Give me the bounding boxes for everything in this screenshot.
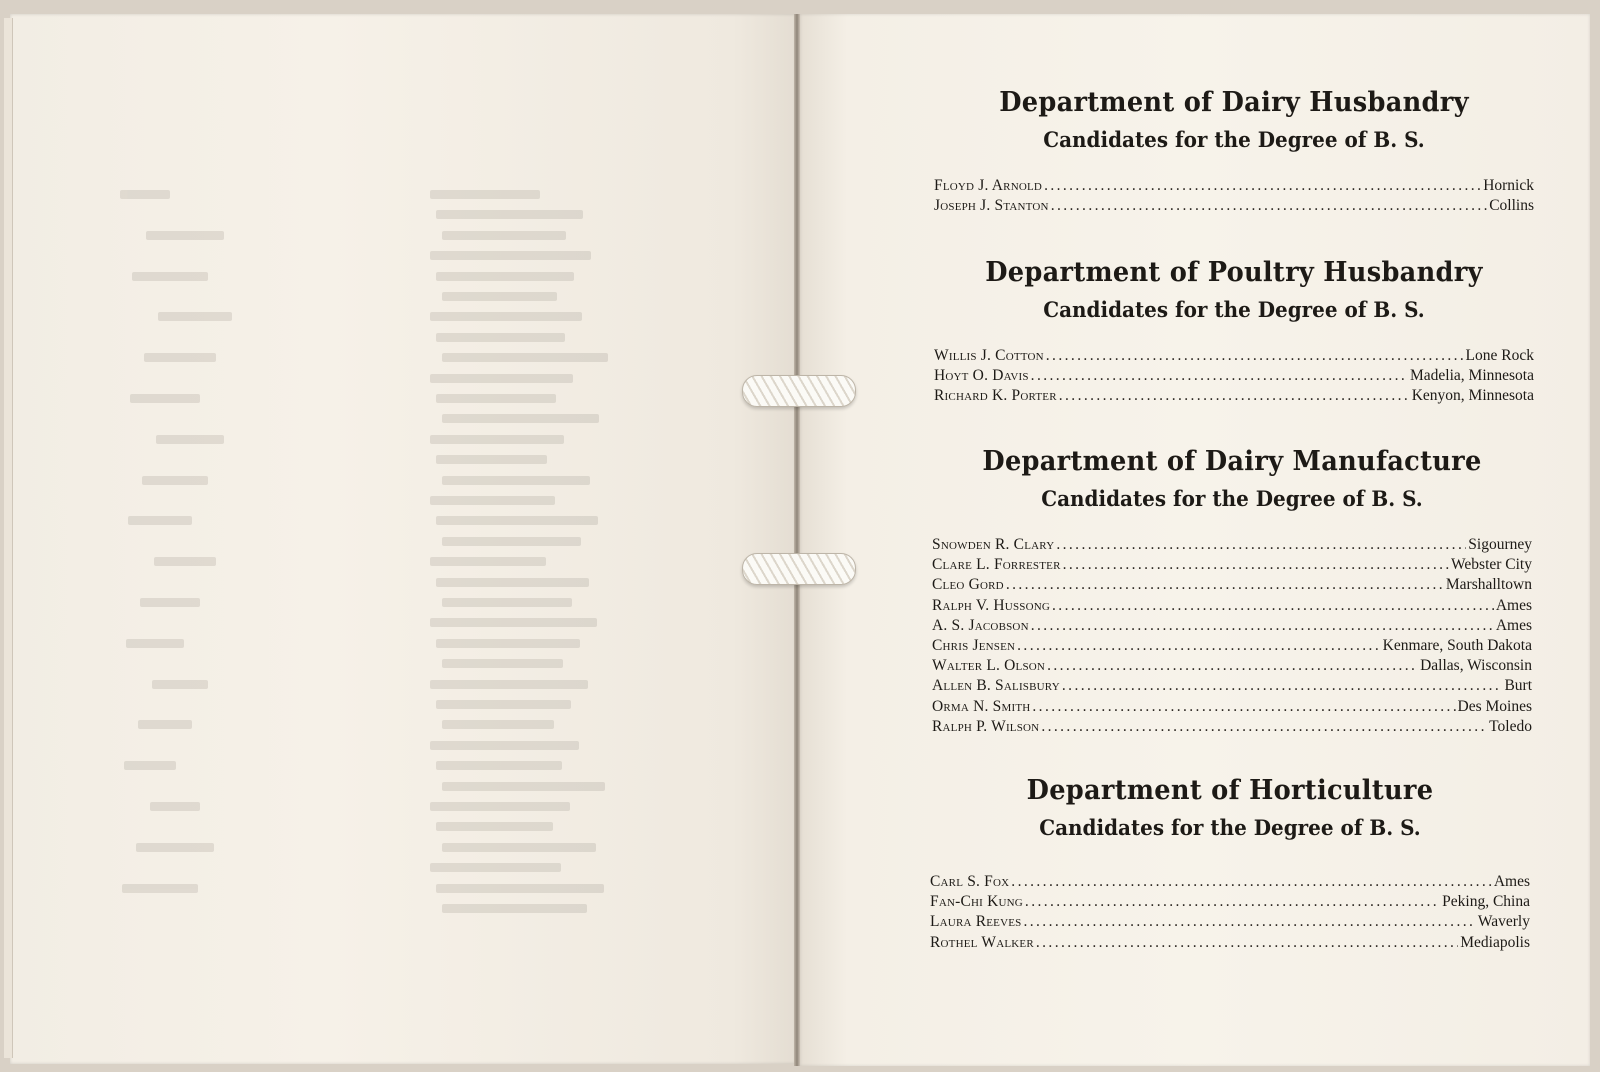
- candidate-row: [932, 616, 1532, 636]
- bleed-through-line: [430, 863, 561, 872]
- candidate-row: [932, 555, 1532, 575]
- candidate-row: [934, 196, 1534, 216]
- candidate-list: [934, 346, 1534, 407]
- dot-leader: [1031, 616, 1494, 636]
- bleed-through-line: [156, 435, 224, 444]
- candidate-row: [932, 676, 1532, 696]
- bleed-through-line: [126, 639, 184, 648]
- candidate-row: [932, 636, 1532, 656]
- dot-leader: [1062, 676, 1503, 696]
- dept-subtitle: Candidates for the Degree of B. S.: [1041, 486, 1423, 511]
- bleed-through-line: [436, 272, 574, 281]
- dot-leader: [1044, 176, 1481, 196]
- candidate-row: [930, 933, 1530, 953]
- candidate-row: [932, 535, 1532, 555]
- candidate-name: Cleo Gord: [932, 576, 1004, 594]
- candidate-name: Joseph J. Stanton: [934, 197, 1049, 215]
- candidate-hometown: Ames: [1495, 616, 1532, 634]
- bleed-through-line: [152, 680, 208, 689]
- bleed-through-line: [430, 435, 564, 444]
- dot-leader: [1059, 386, 1410, 406]
- dept-horticulture: [930, 774, 1530, 953]
- bleed-through-line: [120, 190, 170, 199]
- bleed-through-line: [442, 782, 605, 791]
- bleed-through-line: [150, 802, 200, 811]
- bleed-through-line: [442, 904, 587, 913]
- bleed-through-line: [436, 884, 604, 893]
- candidate-name: Walter L. Olson: [932, 657, 1046, 675]
- bleed-through-heading: [190, 92, 610, 114]
- bleed-through-line: [442, 292, 557, 301]
- bleed-through-line: [138, 720, 192, 729]
- candidate-hometown: Des Moines: [1457, 697, 1532, 715]
- dot-leader: [1052, 596, 1494, 616]
- bleed-through-line: [430, 190, 540, 199]
- candidate-row: [930, 892, 1530, 912]
- bleed-through-line: [430, 374, 573, 383]
- dept-title: Department of Dairy Husbandry: [999, 87, 1469, 118]
- bleed-through-line: [430, 802, 570, 811]
- candidate-row: [932, 575, 1532, 595]
- bleed-through-line: [132, 272, 208, 281]
- bleed-through-line: [122, 884, 198, 893]
- candidate-row: [934, 346, 1534, 366]
- bleed-through-line: [442, 414, 599, 423]
- bleed-through-line: [142, 476, 208, 485]
- candidate-name: Carl S. Fox: [930, 873, 1010, 890]
- dept-subtitle: Candidates for the Degree of B. S.: [1043, 127, 1425, 152]
- bleed-through-line: [136, 843, 214, 852]
- dept-subtitle: Candidates for the Degree of B. S.: [1043, 297, 1425, 322]
- bleed-through-text: [10, 14, 796, 1064]
- bleed-through-line: [130, 394, 200, 403]
- dot-leader: [1031, 366, 1408, 386]
- candidate-row: [932, 596, 1532, 616]
- bleed-through-line: [442, 720, 554, 729]
- candidate-hometown: Kenmare, South Dakota: [1382, 636, 1532, 654]
- bleed-through-line: [442, 659, 563, 668]
- dot-leader: [1036, 933, 1458, 953]
- candidate-list: [934, 176, 1534, 216]
- candidate-hometown: Marshalltown: [1445, 576, 1532, 594]
- bleed-through-subheading: [240, 130, 560, 148]
- dept-title: Department of Dairy Manufacture: [982, 446, 1482, 477]
- dot-leader: [1017, 636, 1380, 656]
- bleed-through-line: [436, 578, 589, 587]
- bleed-through-line: [442, 476, 590, 485]
- bleed-through-line: [436, 455, 547, 464]
- candidate-hometown: Webster City: [1451, 556, 1532, 574]
- candidate-row: [934, 176, 1534, 196]
- candidate-row: [930, 872, 1530, 892]
- dept-subtitle: Candidates for the Degree of B. S.: [1039, 815, 1421, 840]
- dot-leader: [1046, 346, 1464, 366]
- bleed-through-line: [436, 210, 583, 219]
- bleed-through-line: [442, 537, 581, 546]
- bleed-through-line: [442, 353, 608, 362]
- candidate-hometown: Lone Rock: [1465, 347, 1534, 364]
- candidate-list: [932, 535, 1532, 737]
- bleed-through-line: [436, 639, 580, 648]
- bleed-through-line: [430, 741, 579, 750]
- dept-poultry-husbandry: [934, 256, 1534, 407]
- candidate-name: Richard K. Porter: [934, 387, 1057, 405]
- left-page: [10, 14, 796, 1064]
- bleed-through-line: [436, 700, 571, 709]
- dot-leader: [1025, 892, 1440, 912]
- right-page: [800, 14, 1590, 1066]
- candidate-hometown: Kenyon, Minnesota: [1411, 387, 1534, 405]
- dept-dairy-husbandry: [934, 86, 1534, 216]
- bleed-through-line: [154, 557, 216, 566]
- bleed-through-line: [436, 394, 556, 403]
- candidate-hometown: Waverly: [1477, 913, 1530, 931]
- dept-title: Department of Horticulture: [1026, 775, 1434, 806]
- bleed-through-line: [124, 761, 176, 770]
- binding-thread-bottom: [742, 553, 856, 585]
- bleed-through-line: [436, 822, 553, 831]
- candidate-row: [934, 366, 1534, 386]
- dept-dairy-manufacture: [932, 445, 1532, 737]
- candidate-name: Rothel Walker: [930, 933, 1034, 951]
- bleed-through-line: [146, 231, 224, 240]
- bleed-through-line: [442, 598, 572, 607]
- dot-leader: [1063, 555, 1449, 575]
- bleed-through-line: [430, 312, 582, 321]
- bleed-through-line: [442, 231, 566, 240]
- candidate-list: [930, 872, 1530, 953]
- candidate-name: Chris Jensen: [932, 636, 1016, 654]
- bleed-through-line: [430, 557, 546, 566]
- bleed-through-line: [436, 761, 562, 770]
- dot-leader: [1041, 717, 1487, 737]
- candidate-name: Willis J. Cotton: [934, 347, 1044, 364]
- candidate-name: Hoyt O. Davis: [934, 367, 1029, 385]
- candidate-hometown: Toledo: [1489, 717, 1532, 735]
- dot-leader: [1023, 912, 1475, 932]
- candidate-hometown: Sigourney: [1468, 536, 1532, 553]
- candidate-hometown: Peking, China: [1442, 893, 1530, 911]
- dot-leader: [1006, 575, 1444, 595]
- bleed-through-line: [140, 598, 200, 607]
- candidate-hometown: Ames: [1495, 596, 1532, 614]
- candidate-name: Snowden R. Clary: [932, 536, 1055, 553]
- candidate-hometown: Hornick: [1483, 177, 1534, 194]
- candidate-row: [932, 717, 1532, 737]
- dot-leader: [1011, 872, 1492, 892]
- dept-title: Department of Poultry Husbandry: [985, 257, 1483, 288]
- candidate-row: [932, 656, 1532, 676]
- bleed-through-line: [442, 843, 596, 852]
- candidate-name: Floyd J. Arnold: [934, 177, 1043, 194]
- bleed-through-line: [144, 353, 216, 362]
- bleed-through-line: [158, 312, 232, 321]
- candidate-name: Laura Reeves: [930, 913, 1022, 931]
- dot-leader: [1032, 697, 1455, 717]
- candidate-hometown: Burt: [1504, 677, 1532, 695]
- candidate-name: A. S. Jacobson: [932, 616, 1029, 634]
- candidate-name: Ralph V. Hussong: [932, 596, 1051, 614]
- bleed-through-line: [430, 496, 555, 505]
- candidate-name: Clare L. Forrester: [932, 556, 1061, 574]
- candidate-row: [932, 697, 1532, 717]
- bleed-through-line: [436, 333, 565, 342]
- candidate-hometown: Madelia, Minnesota: [1410, 367, 1534, 385]
- binding-thread-top: [742, 375, 856, 407]
- candidate-name: Allen B. Salisbury: [932, 677, 1060, 695]
- candidate-hometown: Mediapolis: [1460, 933, 1530, 951]
- candidate-name: Ralph P. Wilson: [932, 717, 1040, 735]
- dot-leader: [1056, 535, 1466, 555]
- bleed-through-line: [430, 251, 591, 260]
- candidate-hometown: Ames: [1493, 873, 1530, 890]
- bleed-through-line: [430, 618, 597, 627]
- bleed-through-line: [430, 680, 588, 689]
- bleed-through-line: [128, 516, 192, 525]
- candidate-hometown: Collins: [1489, 197, 1534, 215]
- candidate-name: Orma N. Smith: [932, 697, 1031, 715]
- candidate-row: [930, 912, 1530, 932]
- bleed-through-line: [436, 516, 598, 525]
- dot-leader: [1047, 656, 1418, 676]
- page-content: [800, 14, 1590, 1066]
- candidate-hometown: Dallas, Wisconsin: [1420, 657, 1532, 675]
- candidate-row: [934, 386, 1534, 406]
- candidate-name: Fan-Chi Kung: [930, 893, 1023, 911]
- dot-leader: [1051, 196, 1488, 216]
